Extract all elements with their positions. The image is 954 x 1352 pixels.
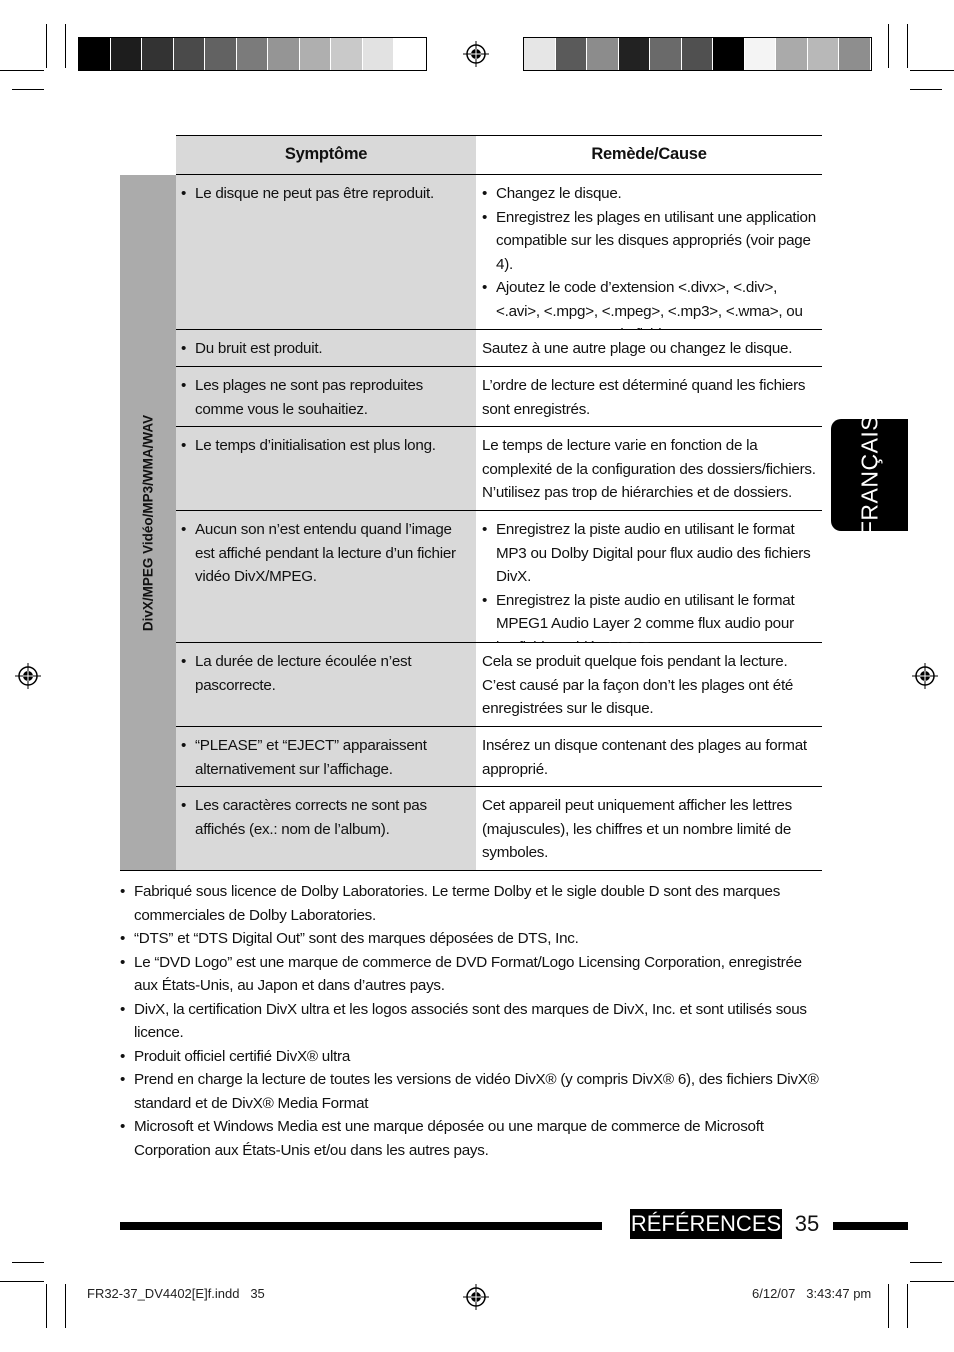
remedy-item: • Enregistrez la piste audio en utilisant le format MPEG1 Audio Layer 2 comme flux audio pour [482, 589, 816, 660]
remedy-cell [476, 427, 822, 510]
note-item: • “DTS” et “DTS Digital Out” sont des marques déposées de DTS, Inc. [120, 927, 820, 951]
remedy-item: • Enregistrez la piste audio en utilisant le format MP3 ou Dolby Digital pour flux audio des fichiers DivX. [482, 518, 816, 589]
color-swatch [619, 38, 651, 70]
language-tab-label: FRANÇAIS [856, 414, 882, 536]
table-row [176, 427, 822, 511]
symptom-cell [176, 727, 476, 786]
table-row [176, 787, 822, 871]
color-swatch [776, 38, 808, 70]
footer-rule-right [833, 1222, 908, 1230]
symptom-text: • La durée de lecture écoulée n’est pascorrecte. [181, 650, 470, 697]
symptom-text: • “PLEASE” et “EJECT” apparaissent alternativement sur l’affichage. [181, 734, 470, 781]
color-swatch [268, 38, 300, 70]
crop-mark [12, 89, 44, 90]
color-calibration-bar-left [78, 37, 427, 71]
symptom-text: • Les plages ne sont pas reproduites comme vous le souhaitiez. [181, 374, 470, 421]
date-slug: 6/12/07 3:43:47 pm [752, 1286, 872, 1301]
crop-mark [46, 24, 47, 68]
remedy-cell [476, 787, 822, 870]
remedy-item: • Ajoutez le code d’extension <.divx>, <.div>, <.avi>, <.mpg>, <.mpeg>, <.mp3>, <.wma>, ou [482, 276, 816, 347]
remedy-text: Le temps de lecture varie en fonction de la complexité de la configuration des dossiers/fichiers. N’utilisez pas trop de hiérarchies et de dossiers. [482, 437, 816, 501]
crop-mark [65, 1284, 66, 1328]
file-slug: FR32-37_DV4402[E]f.indd 35 [87, 1286, 265, 1301]
symptom-cell [176, 787, 476, 870]
crop-mark [46, 1284, 47, 1328]
page-number: 35 [794, 1211, 820, 1236]
remedy-text: Cet appareil peut uniquement afficher les lettres (majuscules), les chiffres et un nombre limité de symboles. [482, 797, 792, 861]
color-swatch [300, 38, 332, 70]
crop-mark [910, 89, 942, 90]
symptom-cell [176, 367, 476, 426]
table-row [176, 511, 822, 643]
table-row [176, 367, 822, 427]
remedy-text: L’ordre de lecture est déterminé quand les fichiers sont enregistrés. [482, 377, 806, 418]
color-swatch [839, 38, 871, 70]
language-tab [831, 414, 908, 536]
color-swatch [394, 38, 426, 70]
symptom-text: • Les caractères corrects ne sont pas affichés (ex.: nom de l’album). [181, 794, 470, 841]
color-swatch [363, 38, 395, 70]
table-row [176, 643, 822, 727]
color-swatch [808, 38, 840, 70]
color-swatch [331, 38, 363, 70]
color-swatch [524, 38, 556, 70]
crop-mark [65, 24, 66, 68]
note-item: • DivX, la certification DivX ultra et les logos associés sont des marques de DivX, Inc. et sont utilisés sous licence. [120, 998, 820, 1045]
symptom-text: • Du bruit est produit. [181, 337, 470, 361]
remedy-text: Cela se produit quelque fois pendant la lecture. C’est causé par la façon don’t les plages ont été enregistrées sur le disque. [482, 653, 794, 717]
remedy-cell [476, 643, 822, 726]
note-item: • Fabriqué sous licence de Dolby Laboratories. Le terme Dolby et le sigle double D sont des marques commerciales de Dolby Laboratories. [120, 880, 820, 927]
remedy-item: • Changez le disque. [482, 182, 816, 206]
crop-mark [888, 24, 889, 68]
crop-mark [910, 1281, 954, 1282]
section-label: RÉFÉRENCES [630, 1209, 782, 1239]
color-swatch [79, 38, 111, 70]
crop-mark [888, 1284, 889, 1328]
crop-mark [0, 70, 44, 71]
color-swatch [205, 38, 237, 70]
symptom-cell [176, 175, 476, 329]
color-swatch [650, 38, 682, 70]
symptom-header: Symptôme [176, 136, 476, 174]
note-item: • Le “DVD Logo” est une marque de commerce de DVD Format/Logo Licensing Corporation, enregistrée aux États-Unis, au Japon et dans d’autres pays. [120, 951, 820, 998]
note-item: • Microsoft et Windows Media est une marque déposée ou une marque de commerce de Microsoft Corporation aux États-Unis et/ou dans les autres pays. [120, 1115, 820, 1162]
symptom-text: • Le temps d’initialisation est plus long. [181, 434, 470, 458]
table-row [176, 727, 822, 787]
registration-mark-icon [463, 41, 489, 67]
color-swatch [556, 38, 588, 70]
note-item: • Prend en charge la lecture de toutes les versions de vidéo DivX® (y compris DivX® 6), des fichiers DivX® standard et de DivX® Media Format [120, 1068, 820, 1115]
table-header [176, 135, 822, 175]
crop-mark [907, 1284, 908, 1328]
symptom-cell [176, 427, 476, 510]
symptom-text: • Le disque ne peut pas être reproduit. [181, 182, 470, 206]
table-row [176, 330, 822, 367]
remedy-cell [476, 367, 822, 426]
color-swatch [587, 38, 619, 70]
remedy-item: • Enregistrez les plages en utilisant une application compatible sur les disques appropriés (voir page 4). [482, 206, 816, 277]
remedy-header: Remède/Cause [476, 136, 822, 174]
category-label: DivX/MPEG Vidéo/MP3/WMA/WAV [140, 414, 156, 632]
remedy-text: Insérez un disque contenant des plages au format approprié. [482, 737, 807, 778]
color-swatch [174, 38, 206, 70]
remedy-cell [476, 511, 822, 642]
note-item: • Produit officiel certifié DivX® ultra [120, 1045, 820, 1069]
symptom-text: • Aucun son n’est entendu quand l’image est affiché pendant la lecture d’un fichier vidéo DivX/MPEG. [181, 518, 470, 589]
remedy-text: Sautez à une autre plage ou changez le disque. [482, 340, 793, 357]
registration-mark-icon [463, 1284, 489, 1310]
table-row [176, 175, 822, 330]
remedy-cell [476, 330, 822, 366]
color-swatch [237, 38, 269, 70]
registration-mark-icon [15, 663, 41, 689]
color-swatch [682, 38, 714, 70]
crop-mark [0, 1281, 44, 1282]
color-swatch [745, 38, 777, 70]
crop-mark [910, 70, 954, 71]
crop-mark [907, 24, 908, 68]
color-calibration-bar-right [523, 37, 872, 71]
symptom-cell [176, 330, 476, 366]
symptom-cell [176, 511, 476, 642]
category-sidebar [120, 175, 176, 871]
registration-mark-icon [912, 663, 938, 689]
crop-mark [910, 1262, 942, 1263]
remedy-cell [476, 727, 822, 786]
color-swatch [713, 38, 745, 70]
color-swatch [142, 38, 174, 70]
symptom-cell [176, 643, 476, 726]
footer-rule-left [120, 1222, 602, 1230]
color-swatch [111, 38, 143, 70]
remedy-cell [476, 175, 822, 329]
crop-mark [12, 1262, 44, 1263]
trademark-notes [120, 880, 820, 1162]
